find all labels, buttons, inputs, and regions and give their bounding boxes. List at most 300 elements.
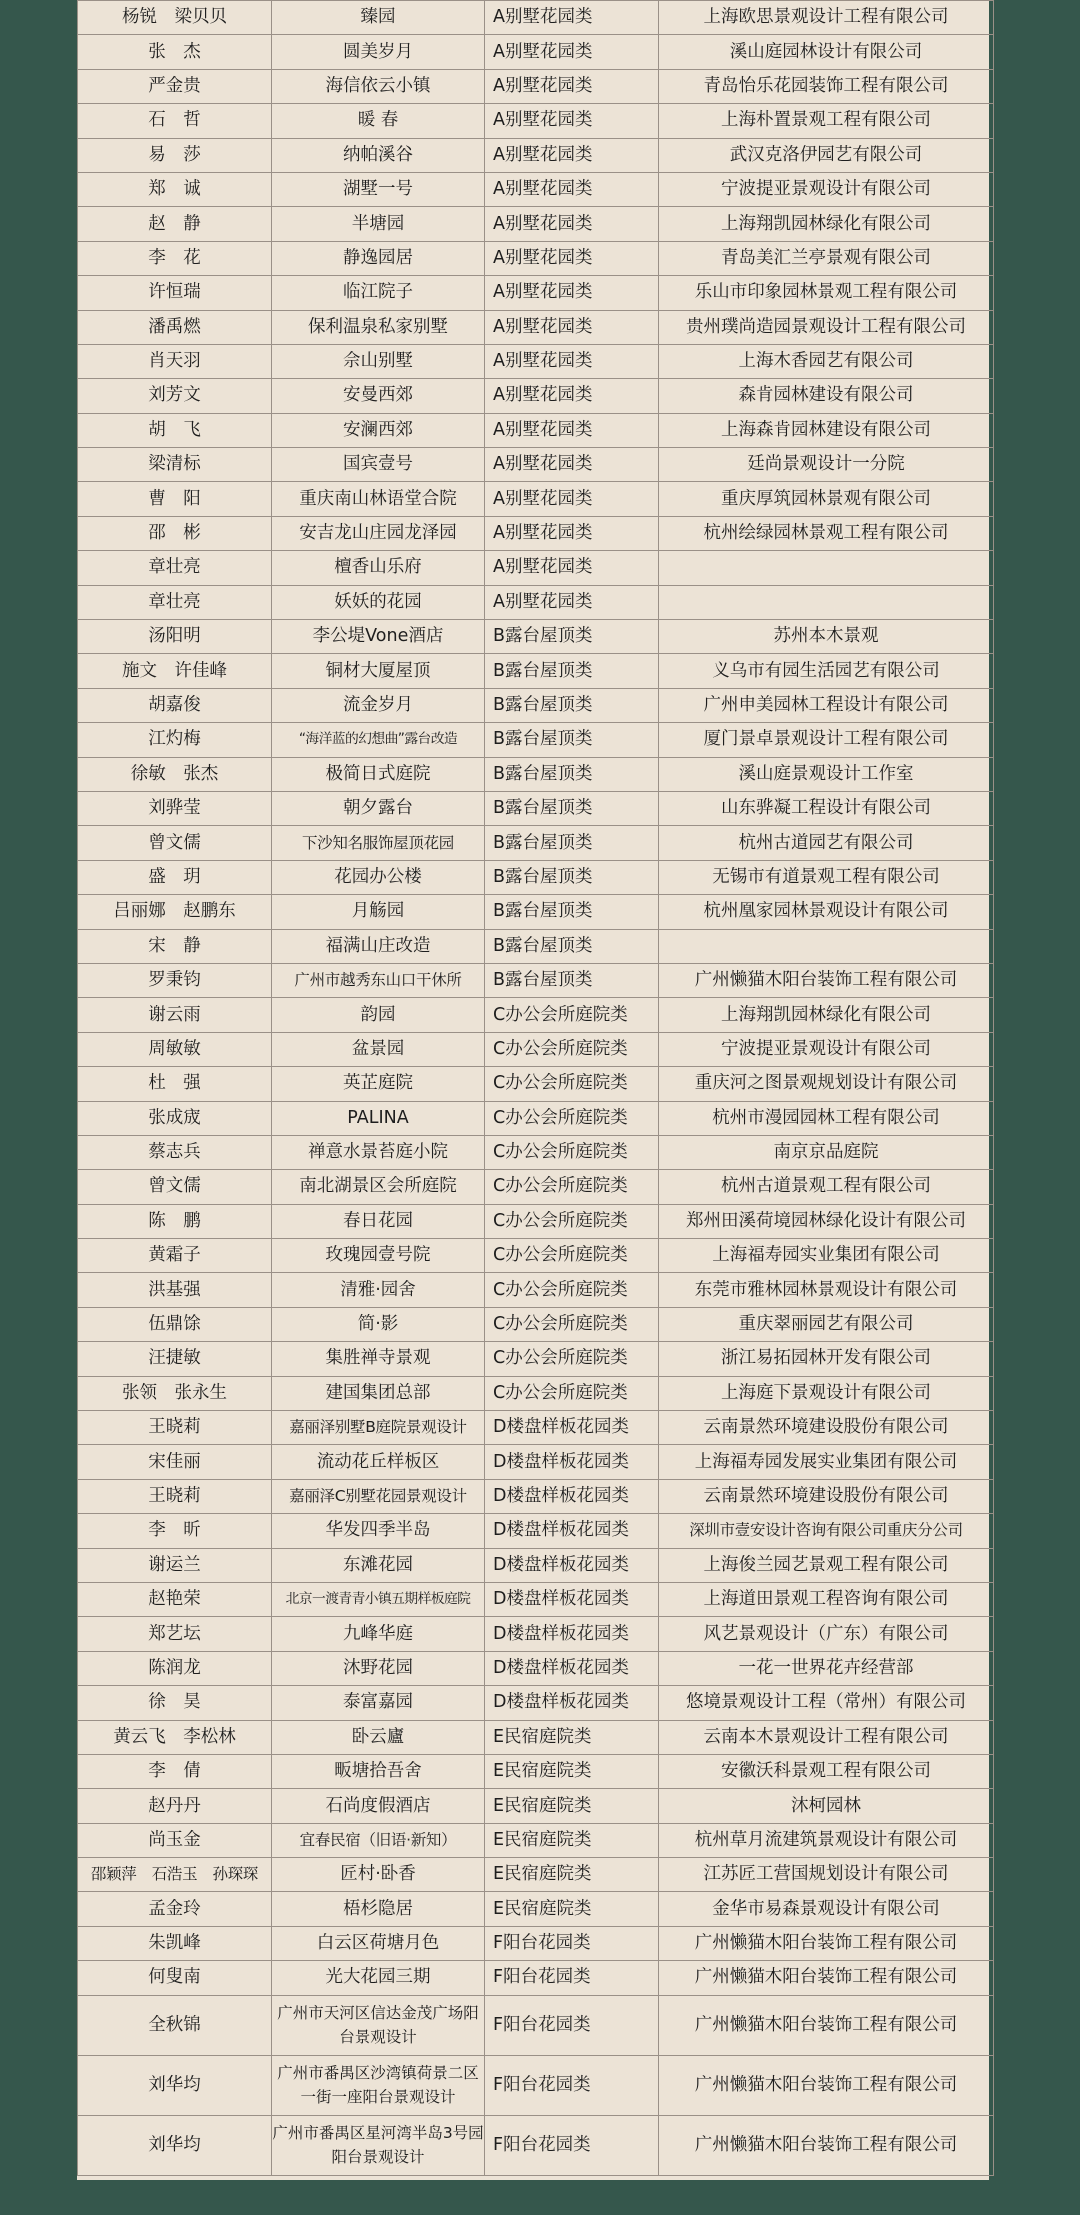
- designer-cell: 徐敏 张杰: [78, 757, 272, 791]
- company-cell: 重庆厚筑园林景观有限公司: [659, 482, 994, 516]
- company-cell: 云南景然环境建设股份有限公司: [659, 1479, 994, 1513]
- designer-cell: 李 昕: [78, 1514, 272, 1548]
- company-cell: 义乌市有园生活园艺有限公司: [659, 654, 994, 688]
- table-row: [78, 1, 994, 35]
- company-cell: 金华市易森景观设计有限公司: [659, 1892, 994, 1926]
- company-cell: 广州懒猫木阳台装饰工程有限公司: [659, 1961, 994, 1995]
- designer-cell: 全秋锦: [78, 1995, 272, 2055]
- designer-cell: 胡 飞: [78, 413, 272, 447]
- table-row: [78, 654, 994, 688]
- company-cell: 上海朴置景观工程有限公司: [659, 104, 994, 138]
- company-cell: 安徽沃科景观工程有限公司: [659, 1754, 994, 1788]
- company-cell: 云南景然环境建设股份有限公司: [659, 1411, 994, 1445]
- project-cell: 国宾壹号: [272, 448, 485, 482]
- category-cell: A别墅花园类: [485, 448, 659, 482]
- designer-cell: 赵 静: [78, 207, 272, 241]
- company-cell: [659, 585, 994, 619]
- award-list-table: [77, 0, 994, 2176]
- table-row: [78, 1445, 994, 1479]
- company-cell: 一花一世界花卉经营部: [659, 1651, 994, 1685]
- project-cell: 畈塘拾吾舍: [272, 1754, 485, 1788]
- designer-cell: 黄霜子: [78, 1239, 272, 1273]
- project-cell: 暖 春: [272, 104, 485, 138]
- designer-cell: 严金贵: [78, 69, 272, 103]
- category-cell: A别墅花园类: [485, 104, 659, 138]
- table-row: [78, 1754, 994, 1788]
- table-row: [78, 551, 994, 585]
- table-row: [78, 1651, 994, 1685]
- project-cell: 广州市番禺区沙湾镇荷景二区一街一座阳台景观设计: [272, 2055, 485, 2115]
- project-cell: 朝夕露台: [272, 791, 485, 825]
- table-row: [78, 104, 994, 138]
- table-row: [78, 516, 994, 550]
- company-cell: 上海庭下景观设计有限公司: [659, 1376, 994, 1410]
- project-cell: 流金岁月: [272, 688, 485, 722]
- category-cell: B露台屋顶类: [485, 860, 659, 894]
- table-row: [78, 1858, 994, 1892]
- category-cell: C办公会所庭院类: [485, 1032, 659, 1066]
- table-row: [78, 998, 994, 1032]
- table-row: [78, 1514, 994, 1548]
- table-row: [78, 1032, 994, 1066]
- project-cell: 海信依云小镇: [272, 69, 485, 103]
- designer-cell: 章壮亮: [78, 551, 272, 585]
- project-cell: 九峰华庭: [272, 1617, 485, 1651]
- project-cell: 佘山别墅: [272, 344, 485, 378]
- designer-cell: 章壮亮: [78, 585, 272, 619]
- table-row: [78, 1170, 994, 1204]
- table-row: [78, 1720, 994, 1754]
- category-cell: B露台屋顶类: [485, 620, 659, 654]
- category-cell: B露台屋顶类: [485, 929, 659, 963]
- company-cell: 重庆翠丽园艺有限公司: [659, 1307, 994, 1341]
- company-cell: [659, 551, 994, 585]
- project-cell: 臻园: [272, 1, 485, 35]
- project-cell: 集胜禅寺景观: [272, 1342, 485, 1376]
- designer-cell: 邵 彬: [78, 516, 272, 550]
- designer-cell: 赵丹丹: [78, 1789, 272, 1823]
- designer-cell: 石 哲: [78, 104, 272, 138]
- designer-cell: 黄云飞 李松林: [78, 1720, 272, 1754]
- category-cell: F阳台花园类: [485, 2115, 659, 2175]
- table-row: [78, 1135, 994, 1169]
- designer-cell: 曹 阳: [78, 482, 272, 516]
- category-cell: E民宿庭院类: [485, 1892, 659, 1926]
- project-cell: 清雅·园舍: [272, 1273, 485, 1307]
- company-cell: 上海福寿园发展实业集团有限公司: [659, 1445, 994, 1479]
- project-cell: 南北湖景区会所庭院: [272, 1170, 485, 1204]
- category-cell: A别墅花园类: [485, 172, 659, 206]
- category-cell: A别墅花园类: [485, 551, 659, 585]
- project-cell: 嘉丽泽C别墅花园景观设计: [272, 1479, 485, 1513]
- project-cell: 盆景园: [272, 1032, 485, 1066]
- category-cell: A别墅花园类: [485, 310, 659, 344]
- project-cell: 福满山庄改造: [272, 929, 485, 963]
- table-row: [78, 241, 994, 275]
- table-row: [78, 1582, 994, 1616]
- company-cell: 上海福寿园实业集团有限公司: [659, 1239, 994, 1273]
- category-cell: A别墅花园类: [485, 207, 659, 241]
- table-row: [78, 1239, 994, 1273]
- project-cell: PALINA: [272, 1101, 485, 1135]
- designer-cell: 张成宬: [78, 1101, 272, 1135]
- category-cell: F阳台花园类: [485, 1961, 659, 1995]
- category-cell: A别墅花园类: [485, 276, 659, 310]
- company-cell: 青岛美汇兰亭景观有限公司: [659, 241, 994, 275]
- category-cell: C办公会所庭院类: [485, 1135, 659, 1169]
- company-cell: 浙江易拓园林开发有限公司: [659, 1342, 994, 1376]
- project-cell: 半塘园: [272, 207, 485, 241]
- company-cell: 广州懒猫木阳台装饰工程有限公司: [659, 1995, 994, 2055]
- designer-cell: 盛 玥: [78, 860, 272, 894]
- category-cell: C办公会所庭院类: [485, 1376, 659, 1410]
- designer-cell: 徐 昊: [78, 1686, 272, 1720]
- company-cell: 悠境景观设计工程（常州）有限公司: [659, 1686, 994, 1720]
- company-cell: 上海道田景观工程咨询有限公司: [659, 1582, 994, 1616]
- table-row: [78, 172, 994, 206]
- table-row: [78, 1307, 994, 1341]
- project-cell: 妖妖的花园: [272, 585, 485, 619]
- table-row: [78, 688, 994, 722]
- company-cell: 乐山市印象园林景观工程有限公司: [659, 276, 994, 310]
- company-cell: 风艺景观设计（广东）有限公司: [659, 1617, 994, 1651]
- project-cell: 檀香山乐府: [272, 551, 485, 585]
- category-cell: C办公会所庭院类: [485, 1204, 659, 1238]
- category-cell: A别墅花园类: [485, 241, 659, 275]
- project-cell: 月觞园: [272, 895, 485, 929]
- company-cell: 溪山庭园林设计有限公司: [659, 35, 994, 69]
- designer-cell: 罗秉钧: [78, 963, 272, 997]
- company-cell: 深圳市壹安设计咨询有限公司重庆分公司: [659, 1514, 994, 1548]
- designer-cell: 张 杰: [78, 35, 272, 69]
- project-cell: 下沙知名服饰屋顶花园: [272, 826, 485, 860]
- designer-cell: 孟金玲: [78, 1892, 272, 1926]
- category-cell: D楼盘样板花园类: [485, 1651, 659, 1685]
- table-row: [78, 826, 994, 860]
- table-row: [78, 1892, 994, 1926]
- company-cell: 上海欧思景观设计工程有限公司: [659, 1, 994, 35]
- table-row: [78, 1995, 994, 2055]
- table-row: [78, 1273, 994, 1307]
- designer-cell: 伍鼎馀: [78, 1307, 272, 1341]
- project-cell: 春日花园: [272, 1204, 485, 1238]
- project-cell: 广州市越秀东山口干休所: [272, 963, 485, 997]
- project-cell: 广州市番禺区星河湾半岛3号园阳台景观设计: [272, 2115, 485, 2175]
- table-row: [78, 791, 994, 825]
- table-row: [78, 344, 994, 378]
- project-cell: 湖墅一号: [272, 172, 485, 206]
- designer-cell: 尚玉金: [78, 1823, 272, 1857]
- designer-cell: 梁清标: [78, 448, 272, 482]
- category-cell: D楼盘样板花园类: [485, 1514, 659, 1548]
- table-row: [78, 585, 994, 619]
- project-cell: 东滩花园: [272, 1548, 485, 1582]
- designer-cell: 宋佳丽: [78, 1445, 272, 1479]
- company-cell: 杭州市漫园园林工程有限公司: [659, 1101, 994, 1135]
- designer-cell: 肖天羽: [78, 344, 272, 378]
- designer-cell: 郑 诚: [78, 172, 272, 206]
- project-cell: 保利温泉私家别墅: [272, 310, 485, 344]
- designer-cell: 邵颖萍 石浩玉 孙琛琛: [78, 1858, 272, 1892]
- project-cell: 宜春民宿（旧语·新知）: [272, 1823, 485, 1857]
- table-row: [78, 413, 994, 447]
- company-cell: 广州懒猫木阳台装饰工程有限公司: [659, 1926, 994, 1960]
- designer-cell: 蔡志兵: [78, 1135, 272, 1169]
- category-cell: C办公会所庭院类: [485, 1273, 659, 1307]
- company-cell: 上海俊兰园艺景观工程有限公司: [659, 1548, 994, 1582]
- designer-cell: 郑艺坛: [78, 1617, 272, 1651]
- designer-cell: 谢运兰: [78, 1548, 272, 1582]
- designer-cell: 王晓莉: [78, 1479, 272, 1513]
- table-row: [78, 69, 994, 103]
- category-cell: A别墅花园类: [485, 69, 659, 103]
- project-cell: 纳帕溪谷: [272, 138, 485, 172]
- designer-cell: 宋 静: [78, 929, 272, 963]
- designer-cell: 刘华均: [78, 2055, 272, 2115]
- award-list-sheet: [77, 0, 989, 2180]
- category-cell: C办公会所庭院类: [485, 1239, 659, 1273]
- table-row: [78, 1067, 994, 1101]
- company-cell: 杭州凰家园林景观设计有限公司: [659, 895, 994, 929]
- project-cell: 李公堤Vone酒店: [272, 620, 485, 654]
- category-cell: B露台屋顶类: [485, 826, 659, 860]
- project-cell: “海洋蓝的幻想曲”露台改造: [272, 723, 485, 757]
- company-cell: 上海翔凯园林绿化有限公司: [659, 998, 994, 1032]
- company-cell: 郑州田溪荷境园林绿化设计有限公司: [659, 1204, 994, 1238]
- designer-cell: 汪捷敏: [78, 1342, 272, 1376]
- company-cell: 云南本木景观设计工程有限公司: [659, 1720, 994, 1754]
- table-row: [78, 1617, 994, 1651]
- category-cell: F阳台花园类: [485, 1926, 659, 1960]
- category-cell: B露台屋顶类: [485, 688, 659, 722]
- category-cell: A别墅花园类: [485, 138, 659, 172]
- category-cell: A别墅花园类: [485, 344, 659, 378]
- table-row: [78, 1204, 994, 1238]
- category-cell: C办公会所庭院类: [485, 1307, 659, 1341]
- table-row: [78, 895, 994, 929]
- designer-cell: 朱凯峰: [78, 1926, 272, 1960]
- project-cell: 禅意水景苔庭小院: [272, 1135, 485, 1169]
- company-cell: 厦门景卓景观设计工程有限公司: [659, 723, 994, 757]
- project-cell: 沐野花园: [272, 1651, 485, 1685]
- company-cell: 廷尚景观设计一分院: [659, 448, 994, 482]
- table-row: [78, 1926, 994, 1960]
- company-cell: 广州懒猫木阳台装饰工程有限公司: [659, 2055, 994, 2115]
- category-cell: D楼盘样板花园类: [485, 1617, 659, 1651]
- table-row: [78, 482, 994, 516]
- designer-cell: 赵艳荣: [78, 1582, 272, 1616]
- category-cell: D楼盘样板花园类: [485, 1582, 659, 1616]
- project-cell: 北京一渡青青小镇五期样板庭院: [272, 1582, 485, 1616]
- category-cell: E民宿庭院类: [485, 1789, 659, 1823]
- company-cell: 宁波提亚景观设计有限公司: [659, 172, 994, 206]
- category-cell: A别墅花园类: [485, 516, 659, 550]
- table-row: [78, 963, 994, 997]
- table-row: [78, 620, 994, 654]
- project-cell: 建国集团总部: [272, 1376, 485, 1410]
- table-row: [78, 35, 994, 69]
- designer-cell: 周敏敏: [78, 1032, 272, 1066]
- table-row: [78, 379, 994, 413]
- category-cell: A别墅花园类: [485, 585, 659, 619]
- designer-cell: 谢云雨: [78, 998, 272, 1032]
- project-cell: 重庆南山林语堂合院: [272, 482, 485, 516]
- designer-cell: 李 倩: [78, 1754, 272, 1788]
- table-row: [78, 448, 994, 482]
- company-cell: 江苏匠工营国规划设计有限公司: [659, 1858, 994, 1892]
- company-cell: 贵州璞尚造园景观设计工程有限公司: [659, 310, 994, 344]
- project-cell: 安曼西郊: [272, 379, 485, 413]
- category-cell: D楼盘样板花园类: [485, 1479, 659, 1513]
- category-cell: B露台屋顶类: [485, 723, 659, 757]
- table-row: [78, 1548, 994, 1582]
- designer-cell: 刘骅莹: [78, 791, 272, 825]
- designer-cell: 吕丽娜 赵鹏东: [78, 895, 272, 929]
- project-cell: 嘉丽泽别墅B庭院景观设计: [272, 1411, 485, 1445]
- project-cell: 流动花丘样板区: [272, 1445, 485, 1479]
- designer-cell: 曾文儒: [78, 826, 272, 860]
- table-row: [78, 138, 994, 172]
- designer-cell: 施文 许佳峰: [78, 654, 272, 688]
- project-cell: 安吉龙山庄园龙泽园: [272, 516, 485, 550]
- table-row: [78, 207, 994, 241]
- designer-cell: 王晓莉: [78, 1411, 272, 1445]
- designer-cell: 张领 张永生: [78, 1376, 272, 1410]
- project-cell: 白云区荷塘月色: [272, 1926, 485, 1960]
- table-row: [78, 1411, 994, 1445]
- project-cell: 静逸园居: [272, 241, 485, 275]
- company-cell: 苏州本木景观: [659, 620, 994, 654]
- project-cell: 安澜西郊: [272, 413, 485, 447]
- company-cell: 武汉克洛伊园艺有限公司: [659, 138, 994, 172]
- company-cell: 上海翔凯园林绿化有限公司: [659, 207, 994, 241]
- category-cell: D楼盘样板花园类: [485, 1548, 659, 1582]
- category-cell: A别墅花园类: [485, 379, 659, 413]
- designer-cell: 江灼梅: [78, 723, 272, 757]
- project-cell: 简·影: [272, 1307, 485, 1341]
- company-cell: 沐柯园林: [659, 1789, 994, 1823]
- category-cell: F阳台花园类: [485, 2055, 659, 2115]
- project-cell: 广州市天河区信达金茂广场阳台景观设计: [272, 1995, 485, 2055]
- table-row: [78, 1376, 994, 1410]
- table-row: [78, 2055, 994, 2115]
- table-row: [78, 310, 994, 344]
- table-row: [78, 1789, 994, 1823]
- category-cell: A别墅花园类: [485, 413, 659, 447]
- award-list-body: [78, 1, 994, 2176]
- project-cell: 韵园: [272, 998, 485, 1032]
- company-cell: 广州懒猫木阳台装饰工程有限公司: [659, 2115, 994, 2175]
- designer-cell: 潘禹燃: [78, 310, 272, 344]
- category-cell: B露台屋顶类: [485, 963, 659, 997]
- category-cell: A别墅花园类: [485, 35, 659, 69]
- category-cell: C办公会所庭院类: [485, 1170, 659, 1204]
- category-cell: B露台屋顶类: [485, 895, 659, 929]
- project-cell: 花园办公楼: [272, 860, 485, 894]
- designer-cell: 何叟南: [78, 1961, 272, 1995]
- company-cell: 宁波提亚景观设计有限公司: [659, 1032, 994, 1066]
- table-row: [78, 2115, 994, 2175]
- designer-cell: 杜 强: [78, 1067, 272, 1101]
- designer-cell: 许恒瑞: [78, 276, 272, 310]
- table-row: [78, 1479, 994, 1513]
- category-cell: C办公会所庭院类: [485, 1101, 659, 1135]
- category-cell: B露台屋顶类: [485, 654, 659, 688]
- designer-cell: 李 花: [78, 241, 272, 275]
- category-cell: E民宿庭院类: [485, 1720, 659, 1754]
- company-cell: 广州申美园林工程设计有限公司: [659, 688, 994, 722]
- designer-cell: 陈润龙: [78, 1651, 272, 1685]
- company-cell: 溪山庭景观设计工作室: [659, 757, 994, 791]
- project-cell: 英芷庭院: [272, 1067, 485, 1101]
- table-row: [78, 757, 994, 791]
- category-cell: D楼盘样板花园类: [485, 1445, 659, 1479]
- table-row: [78, 723, 994, 757]
- designer-cell: 杨锐 梁贝贝: [78, 1, 272, 35]
- project-cell: 圆美岁月: [272, 35, 485, 69]
- category-cell: E民宿庭院类: [485, 1858, 659, 1892]
- project-cell: 泰富嘉园: [272, 1686, 485, 1720]
- company-cell: 森肯园林建设有限公司: [659, 379, 994, 413]
- category-cell: F阳台花园类: [485, 1995, 659, 2055]
- category-cell: C办公会所庭院类: [485, 1342, 659, 1376]
- designer-cell: 曾文儒: [78, 1170, 272, 1204]
- company-cell: 杭州古道园艺有限公司: [659, 826, 994, 860]
- project-cell: 玫瑰园壹号院: [272, 1239, 485, 1273]
- designer-cell: 洪基强: [78, 1273, 272, 1307]
- designer-cell: 汤阳明: [78, 620, 272, 654]
- project-cell: 匠村·卧香: [272, 1858, 485, 1892]
- company-cell: 杭州绘绿园林景观工程有限公司: [659, 516, 994, 550]
- table-row: [78, 1686, 994, 1720]
- company-cell: 山东骅凝工程设计有限公司: [659, 791, 994, 825]
- company-cell: 青岛怡乐花园装饰工程有限公司: [659, 69, 994, 103]
- company-cell: 杭州古道景观工程有限公司: [659, 1170, 994, 1204]
- company-cell: 南京京品庭院: [659, 1135, 994, 1169]
- designer-cell: 易 莎: [78, 138, 272, 172]
- category-cell: E民宿庭院类: [485, 1754, 659, 1788]
- table-row: [78, 1342, 994, 1376]
- company-cell: 重庆河之图景观规划设计有限公司: [659, 1067, 994, 1101]
- designer-cell: 胡嘉俊: [78, 688, 272, 722]
- category-cell: C办公会所庭院类: [485, 998, 659, 1032]
- company-cell: 广州懒猫木阳台装饰工程有限公司: [659, 963, 994, 997]
- project-cell: 临江院子: [272, 276, 485, 310]
- table-row: [78, 860, 994, 894]
- designer-cell: 刘芳文: [78, 379, 272, 413]
- category-cell: C办公会所庭院类: [485, 1067, 659, 1101]
- company-cell: 上海森肯园林建设有限公司: [659, 413, 994, 447]
- designer-cell: 陈 鹏: [78, 1204, 272, 1238]
- project-cell: 铜材大厦屋顶: [272, 654, 485, 688]
- project-cell: 梧杉隐居: [272, 1892, 485, 1926]
- table-row: [78, 1101, 994, 1135]
- category-cell: A别墅花园类: [485, 482, 659, 516]
- category-cell: D楼盘样板花园类: [485, 1411, 659, 1445]
- project-cell: 石尚度假酒店: [272, 1789, 485, 1823]
- project-cell: 光大花园三期: [272, 1961, 485, 1995]
- company-cell: 无锡市有道景观工程有限公司: [659, 860, 994, 894]
- table-row: [78, 1961, 994, 1995]
- category-cell: E民宿庭院类: [485, 1823, 659, 1857]
- designer-cell: 刘华均: [78, 2115, 272, 2175]
- category-cell: B露台屋顶类: [485, 791, 659, 825]
- category-cell: B露台屋顶类: [485, 757, 659, 791]
- table-row: [78, 1823, 994, 1857]
- project-cell: 极简日式庭院: [272, 757, 485, 791]
- project-cell: 卧云廬: [272, 1720, 485, 1754]
- company-cell: [659, 929, 994, 963]
